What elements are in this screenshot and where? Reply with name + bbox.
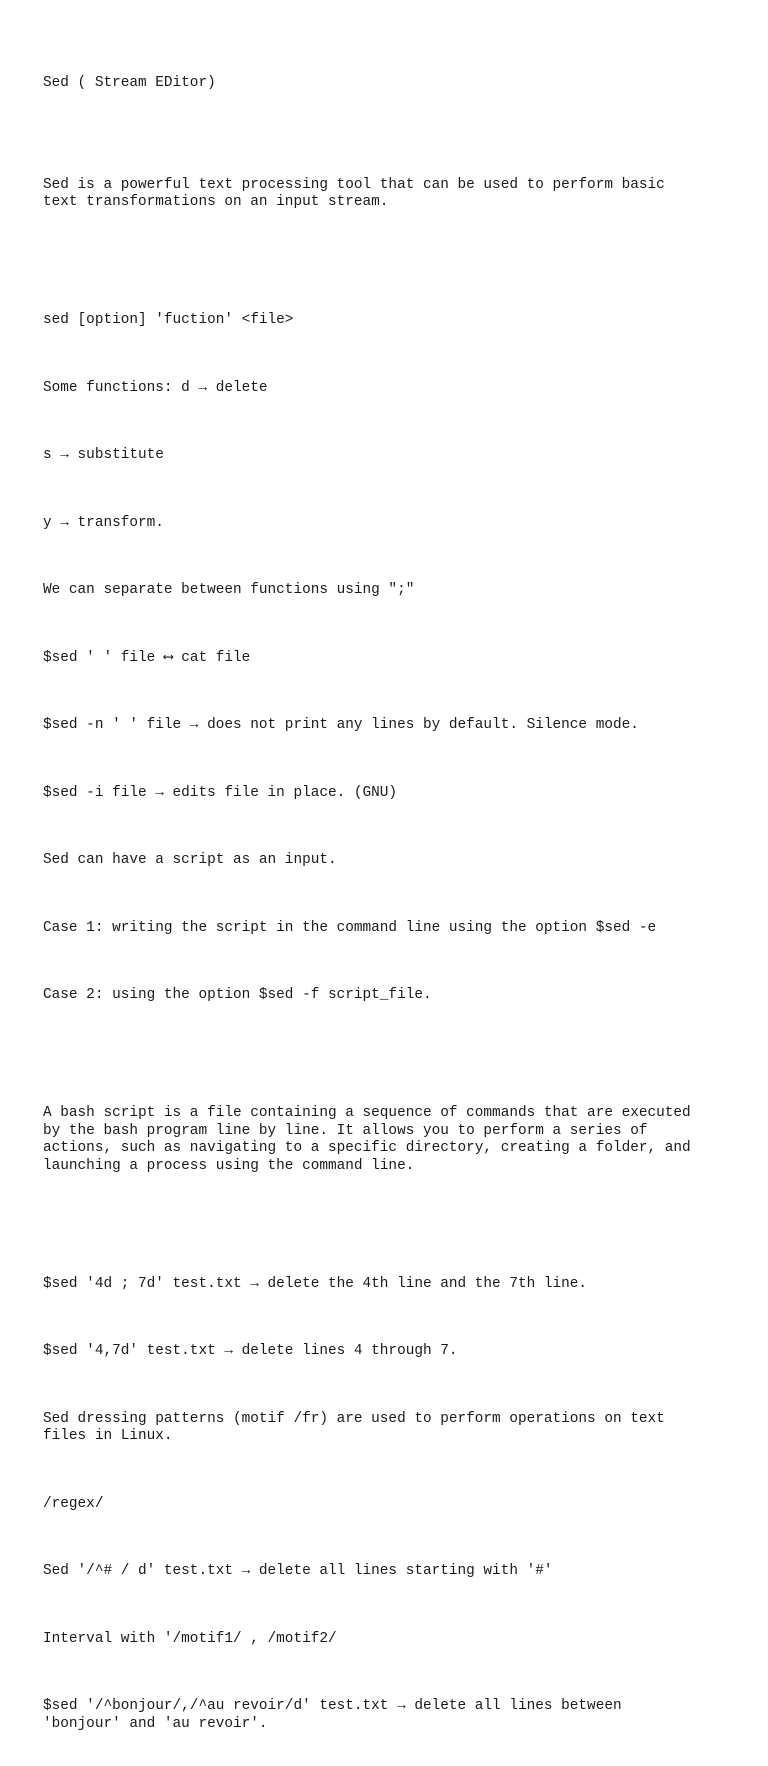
delete-4-7-line: $sed '4d ; 7d' test.txt → delete the 4th line and the 7th line. <box>43 1275 588 1292</box>
in-place-line: $sed -i file → edits file in place. (GNU) <box>43 784 398 801</box>
functions-line: Some functions: d → delete <box>43 379 268 396</box>
patterns-paragraph: Sed dressing patterns (motif /fr) are used to perform operations on text files in Linux. <box>43 1410 665 1444</box>
document-page <box>43 40 733 1766</box>
syntax-line: sed [option] 'fuction' <file> <box>43 312 294 328</box>
delete-range-line: $sed '4,7d' test.txt → delete lines 4 through 7. <box>43 1343 458 1359</box>
interval-line: Interval with '/motif1/ , /motif2/ <box>43 1630 337 1647</box>
delete-hash-line: Sed '/^# / d' test.txt → delete all lines starting with '#' <box>43 1563 553 1579</box>
script-input-line: Sed can have a script as an input. <box>43 852 337 868</box>
transform-line: y → transform. <box>43 514 164 531</box>
case-2-line: Case 2: using the option $sed -f script_file. <box>43 987 432 1003</box>
intro-paragraph: Sed is a powerful text processing tool that can be used to perform basic text transformations on an input stream. <box>43 176 665 210</box>
case-1-line: Case 1: writing the script in the command line using the option $sed -e <box>43 919 657 936</box>
substitute-line: s → substitute <box>43 447 164 463</box>
silence-mode-line: $sed -n ' ' file → does not print any lines by default. Silence mode. <box>43 717 639 733</box>
bash-script-paragraph: A bash script is a file containing a sequence of commands that are executed by the bash program line by line. It allows you to perform a series of actions, such as navigating to a specific directory, creating a folder, and launching a process using the command line. <box>43 1105 691 1174</box>
separator-line: We can separate between functions using ";" <box>43 582 415 598</box>
delete-between-line: $sed '/^bonjour/,/^au revoir/d' test.txt → delete all lines between 'bonjour' and 'au revoir'. <box>43 1698 622 1732</box>
document-title: Sed ( Stream EDitor) <box>43 75 216 91</box>
regex-line: /regex/ <box>43 1495 104 1512</box>
cat-equivalent-line: $sed ' ' file ⟷ cat file <box>43 649 251 666</box>
